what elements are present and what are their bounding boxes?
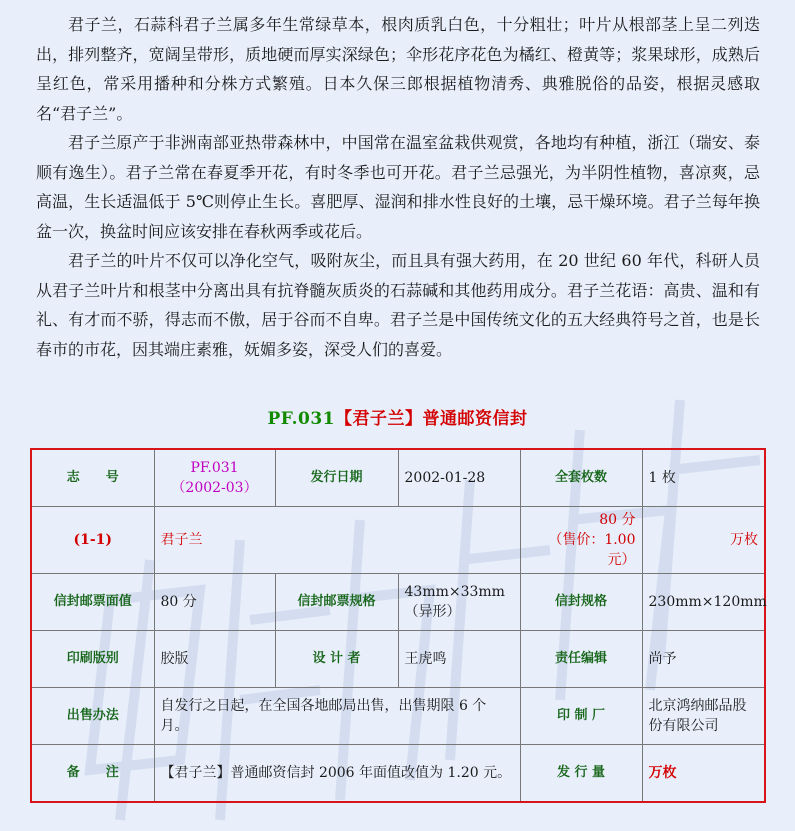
- stamp-info-table: [30, 448, 766, 803]
- item-number: (1-1): [31, 507, 154, 574]
- item-name: 君子兰: [154, 507, 520, 574]
- print-type-value: 胶版: [154, 631, 275, 688]
- zhihao-label: 志 号: [31, 449, 154, 507]
- envelope-spec-label: 信封规格: [520, 574, 642, 631]
- article-body: [36, 10, 760, 364]
- issue-quantity-value: 万枚: [642, 745, 765, 803]
- table-row: [31, 574, 765, 631]
- designer-value: 王虎鸣: [398, 631, 520, 688]
- printer-value: 北京鸿纳邮品股份有限公司: [642, 688, 765, 745]
- face-value: 80 分: [154, 574, 275, 631]
- item-face-value: [520, 507, 642, 574]
- designer-label: 设 计 者: [275, 631, 398, 688]
- issue-date-label: 发行日期: [275, 449, 398, 507]
- editor-value: 尚予: [642, 631, 765, 688]
- stamp-title-name: 【君子兰】普通邮资信封: [335, 409, 528, 429]
- envelope-spec-value: 230mm×120mm: [642, 574, 765, 631]
- note-label: 备 注: [31, 745, 154, 803]
- stamp-title-code: PF.031: [267, 409, 336, 429]
- item-price: （售价：1.00 元）: [548, 532, 636, 568]
- table-row: [31, 631, 765, 688]
- article-paragraph: 君子兰原产于非洲南部亚热带森林中，中国常在温室盆栽供观赏，各地均有种植，浙江（瑞安、泰顺有逸生）。君子兰常在春夏季开花，有时冬季也可开花。君子兰忌强光，为半阴性植物，喜凉爽，忌高温，生长适温低于 5℃则停止生长。喜肥厚、湿润和排水性良好的土壤，忌干燥环境。君子兰每年换盆一次，换盆时间应该安排在春秋两季或花后。: [36, 133, 760, 241]
- sale-method-label: 出售办法: [31, 688, 154, 745]
- stamp-spec-label: 信封邮票规格: [275, 574, 398, 631]
- stamp-spec-value: 43mm×33mm（异形）: [398, 574, 520, 631]
- zhihao-value: [154, 449, 275, 507]
- issue-quantity-label: 发 行 量: [520, 745, 642, 803]
- print-type-label: 印刷版别: [31, 631, 154, 688]
- zhihao-date: （2002-03）: [171, 480, 258, 496]
- zhihao-code: PF.031: [190, 460, 239, 476]
- table-row: [31, 688, 765, 745]
- stamp-title: [0, 404, 795, 429]
- item-quantity: 万枚: [642, 507, 765, 574]
- set-count-value: 1 枚: [642, 449, 765, 507]
- editor-label: 责任编辑: [520, 631, 642, 688]
- printer-label: 印 制 厂: [520, 688, 642, 745]
- sale-method-value: 自发行之日起，在全国各地邮局出售，出售期限 6 个月。: [154, 688, 520, 745]
- issue-date-value: 2002-01-28: [398, 449, 520, 507]
- set-count-label: 全套枚数: [520, 449, 642, 507]
- item-face: 80 分: [599, 512, 636, 528]
- note-value: 【君子兰】普通邮资信封 2006 年面值改值为 1.20 元。: [154, 745, 520, 803]
- article-paragraph: 君子兰的叶片不仅可以净化空气，吸附灰尘，而且具有强大药用，在 20 世纪 60 年代，科研人员从君子兰叶片和根茎中分离出具有抗脊髓灰质炎的石蒜碱和其他药用成分。君子兰花语：高贵、温和有礼、有才而不骄，得志而不傲，居于谷而不自卑。君子兰是中国传统文化的五大经典符号之首，也是长春市的市花，因其端庄素雅，妩媚多姿，深受人们的喜爱。: [36, 251, 760, 359]
- table-row: [31, 745, 765, 803]
- table-row: [31, 507, 765, 574]
- article-paragraph: 君子兰，石蒜科君子兰属多年生常绿草本，根肉质乳白色，十分粗壮；叶片从根部茎上呈二列迭出，排列整齐，宽阔呈带形，质地硬而厚实深绿色；伞形花序花色为橘红、橙黄等；浆果球形，成熟后呈红色，常采用播种和分株方式繁殖。日本久保三郎根据植物清秀、典雅脱俗的品姿，根据灵感取名“君子兰”。: [36, 15, 760, 123]
- face-value-label: 信封邮票面值: [31, 574, 154, 631]
- table-row: [31, 449, 765, 507]
